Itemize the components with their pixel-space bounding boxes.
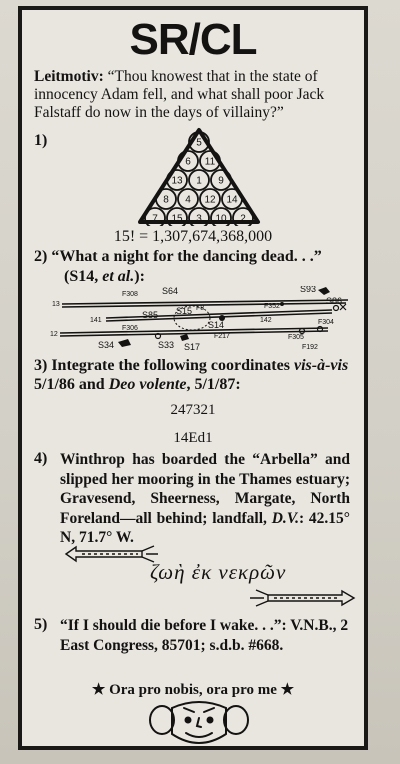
left-arrow-drawing	[62, 542, 162, 566]
item-2-sub-italic: et al.	[102, 268, 135, 285]
item-1-number: 1)	[34, 132, 48, 149]
coordinate-value-1: 247321	[170, 402, 216, 418]
leitmotiv-quote: “Thou knowest that in the state of innocency Adam fell, and what shall poor Jack Falstaff do now in the days of villainy?”	[34, 68, 325, 121]
leitmotiv-paragraph	[34, 68, 354, 122]
item-4-text	[60, 450, 350, 548]
greek-inscription: ζωὴ ἐκ νεκρῶν	[150, 560, 287, 584]
chart-label-S86: S86	[326, 296, 343, 306]
chart-label-F217: F217	[214, 333, 230, 340]
billiard-ball-number: 8	[163, 194, 169, 206]
billiard-ball-number: 4	[185, 194, 191, 206]
chart-label-F8: F8	[196, 305, 205, 312]
chart-label-F352: F352	[264, 303, 280, 310]
factorial-line: 15! = 1,307,674,368,000	[113, 228, 273, 245]
chart-label-S85: S85	[142, 310, 159, 320]
chart-label-S34: S34	[98, 340, 115, 350]
chart-label-F308: F308	[122, 291, 138, 298]
item-3-heading-c: 5/1/86 and	[34, 376, 109, 393]
billiard-rack-triangle	[134, 126, 264, 226]
chart-label-S17: S17	[184, 342, 201, 352]
billiard-ball	[222, 189, 242, 209]
chart-label-S15: S15	[176, 306, 193, 316]
item-2-heading: 2) “What a night for the dancing dead. . .”	[34, 248, 322, 265]
chart-label-F192: F192	[302, 344, 318, 351]
chart-label-F306: F306	[122, 325, 138, 332]
item-5-number: 5)	[34, 616, 48, 633]
billiard-ball-number: 9	[218, 175, 224, 187]
billiard-ball-number: 5	[196, 137, 202, 149]
closing-prayer: ★ Ora pro nobis, ora pro me ★	[91, 682, 295, 698]
billiard-ball	[211, 170, 231, 190]
coordinate-value-2: 14Ed1	[173, 430, 213, 446]
ad-title: SR/CL	[129, 15, 257, 64]
chart-label-F304: F304	[318, 319, 334, 326]
billiard-ball-number: 12	[204, 194, 216, 206]
billiard-ball-number: 6	[185, 156, 191, 168]
billiard-ball-number: 13	[171, 175, 183, 187]
billiard-ball-number: 2	[240, 213, 246, 225]
leitmotiv-label: Leitmotiv:	[34, 68, 104, 85]
item-4-text-c: : 42.15° N, 71.7° W.	[60, 509, 350, 546]
billiard-ball-number: 15	[171, 213, 183, 225]
billiard-ball-number: 10	[215, 213, 227, 225]
billiard-ball	[189, 170, 209, 190]
item-4-number: 4)	[34, 450, 48, 467]
chart-label-S93: S93	[300, 286, 317, 294]
chart-label-13: 13	[52, 301, 60, 308]
item-5-text: “If I should die before I wake. . .”: V.N.B., 2 East Congress, 85701; s.d.b. #668.	[60, 617, 349, 654]
chart-label-S14: S14	[208, 320, 225, 330]
item-4-dv: D.V.	[271, 509, 299, 527]
classified-ad-box	[18, 6, 368, 750]
chart-label-141: 141	[90, 317, 102, 324]
item-3-vis-a-vis: vis-à-vis	[293, 357, 349, 374]
sea-chart-diagram	[50, 286, 350, 352]
billiard-ball	[167, 170, 187, 190]
item-2-sub-open: (S14,	[64, 268, 103, 285]
billiard-ball-number: 3	[196, 213, 202, 225]
billiard-ball	[200, 189, 220, 209]
item-3-heading	[34, 356, 354, 394]
item-2-sub-close: ):	[134, 268, 145, 285]
chart-label-S64: S64	[162, 286, 179, 296]
right-arrow-drawing	[248, 586, 358, 610]
billiard-ball-number: 1	[196, 175, 202, 187]
billiard-ball	[156, 189, 176, 209]
item-4-text-a: Winthrop has boarded the “Arbella” and slipped her mooring in the Thames estuary; Gravesend, Sheerness, Margate, North Foreland—all behind; landfall,	[60, 451, 350, 527]
chart-label-S33: S33	[158, 340, 175, 350]
billiard-ball-number: 14	[226, 194, 238, 206]
item-3-heading-a: 3) Integrate the following coordinates	[34, 357, 294, 374]
billiard-ball-number: 11	[204, 156, 216, 168]
chart-label-F305: F305	[288, 334, 304, 341]
item-3-deo-volente: Deo volente	[108, 376, 187, 393]
chart-label-12: 12	[50, 331, 58, 338]
smiling-face-doodle	[144, 700, 254, 750]
billiard-ball	[178, 189, 198, 209]
item-3-heading-e: , 5/1/87:	[186, 376, 241, 393]
billiard-ball-number: 7	[152, 213, 158, 225]
chart-label-142: 142	[260, 317, 272, 324]
item-2-subheading	[64, 268, 354, 286]
